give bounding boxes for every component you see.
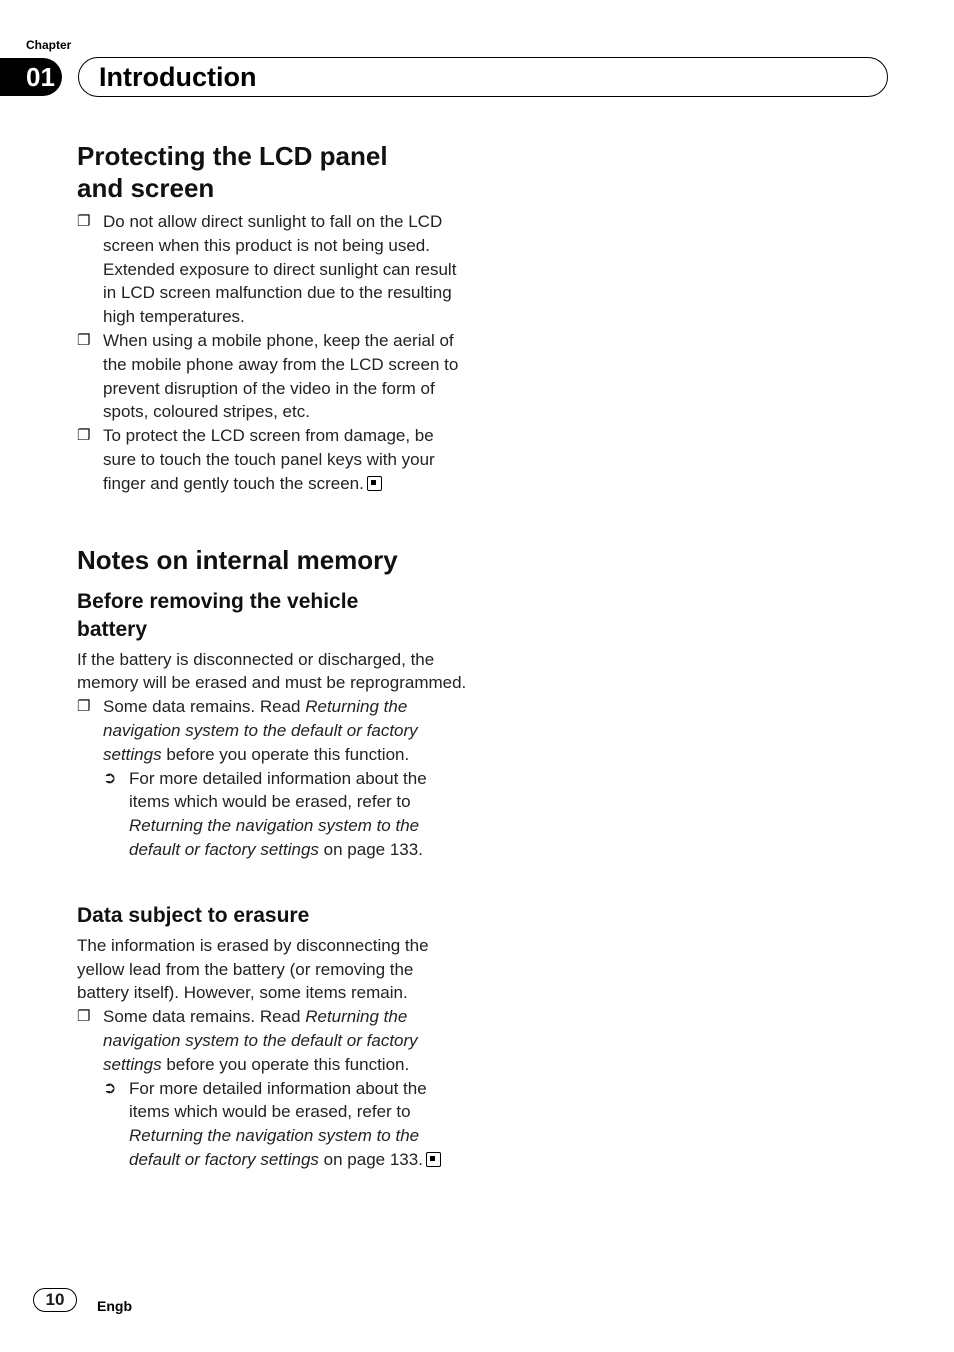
list-item: ❐ Some data remains. Read Returning the navigation system to the default or factory settings before you operate this function. [77, 697, 418, 764]
checkbox-bullet-icon: ❐ [77, 1008, 91, 1026]
end-of-section-icon [367, 476, 382, 491]
note-item: ➲ For more detailed information about the items which would be erased, refer to Returning the navigation system to the default or factory settings on page 133. [77, 1077, 467, 1172]
arrow-right-icon: ➲ [103, 1079, 117, 1097]
chapter-number: 01 [0, 58, 62, 96]
list-item: ❐ To protect the LCD screen from damage, be sure to touch the touch panel keys with your finger and gently touch the screen. [77, 426, 435, 493]
cross-reference-link[interactable]: Returning the navigation system to the default or factory settings [129, 816, 420, 859]
subsection-title-data-erasure: Data subject to erasure [77, 903, 310, 927]
cross-reference-link[interactable]: Returning the navigation system to the default or factory settings [103, 697, 418, 764]
section-title-internal-memory: Notes on internal memory [77, 544, 398, 575]
language-code: Engb [97, 1298, 132, 1314]
end-of-section-icon [426, 1152, 441, 1167]
page-number: 10 [33, 1288, 77, 1312]
chapter-title: Introduction [99, 62, 257, 92]
checkbox-bullet-icon: ❐ [77, 698, 91, 716]
list-item: ❐ When using a mobile phone, keep the aerial of the mobile phone away from the LCD screen to prevent disruption of the video in the form of spots, coloured stripes, etc. [77, 330, 459, 422]
cross-reference-link[interactable]: Returning the navigation system to the default or factory settings [103, 1007, 418, 1074]
checkbox-bullet-icon: ❐ [77, 213, 91, 230]
subsection-title-before-removing: Before removing the vehicle battery [77, 589, 359, 641]
checkbox-bullet-icon: ❐ [77, 331, 91, 349]
paragraph: The information is erased by disconnecting the yellow lead from the battery (or removing the battery itself). However, some items remain. [77, 935, 429, 1003]
section-title-protecting-lcd: Protecting the LCD panel and screen [77, 141, 388, 203]
chapter-label: Chapter [26, 38, 72, 52]
main-column [77, 140, 467, 1172]
paragraph: If the battery is disconnected or discharged, the memory will be erased and must be reprogrammed. [77, 649, 467, 693]
cross-reference-link[interactable]: Returning the navigation system to the default or factory settings [129, 1126, 420, 1169]
arrow-right-icon: ➲ [103, 769, 117, 787]
list-item: ❐ Some data remains. Read Returning the navigation system to the default or factory settings before you operate this function. [77, 1007, 418, 1074]
note-item: ➲ For more detailed information about the items which would be erased, refer to Returning the navigation system to the default or factory settings on page 133. [103, 768, 427, 859]
chapter-title-bar [78, 57, 888, 97]
list-item: ❐ Do not allow direct sunlight to fall on the LCD screen when this product is not being used. Extended exposure to direct sunlight can result in LCD screen malfunction due to the resulting high temperatures. [77, 212, 457, 327]
checkbox-bullet-icon: ❐ [77, 427, 91, 445]
